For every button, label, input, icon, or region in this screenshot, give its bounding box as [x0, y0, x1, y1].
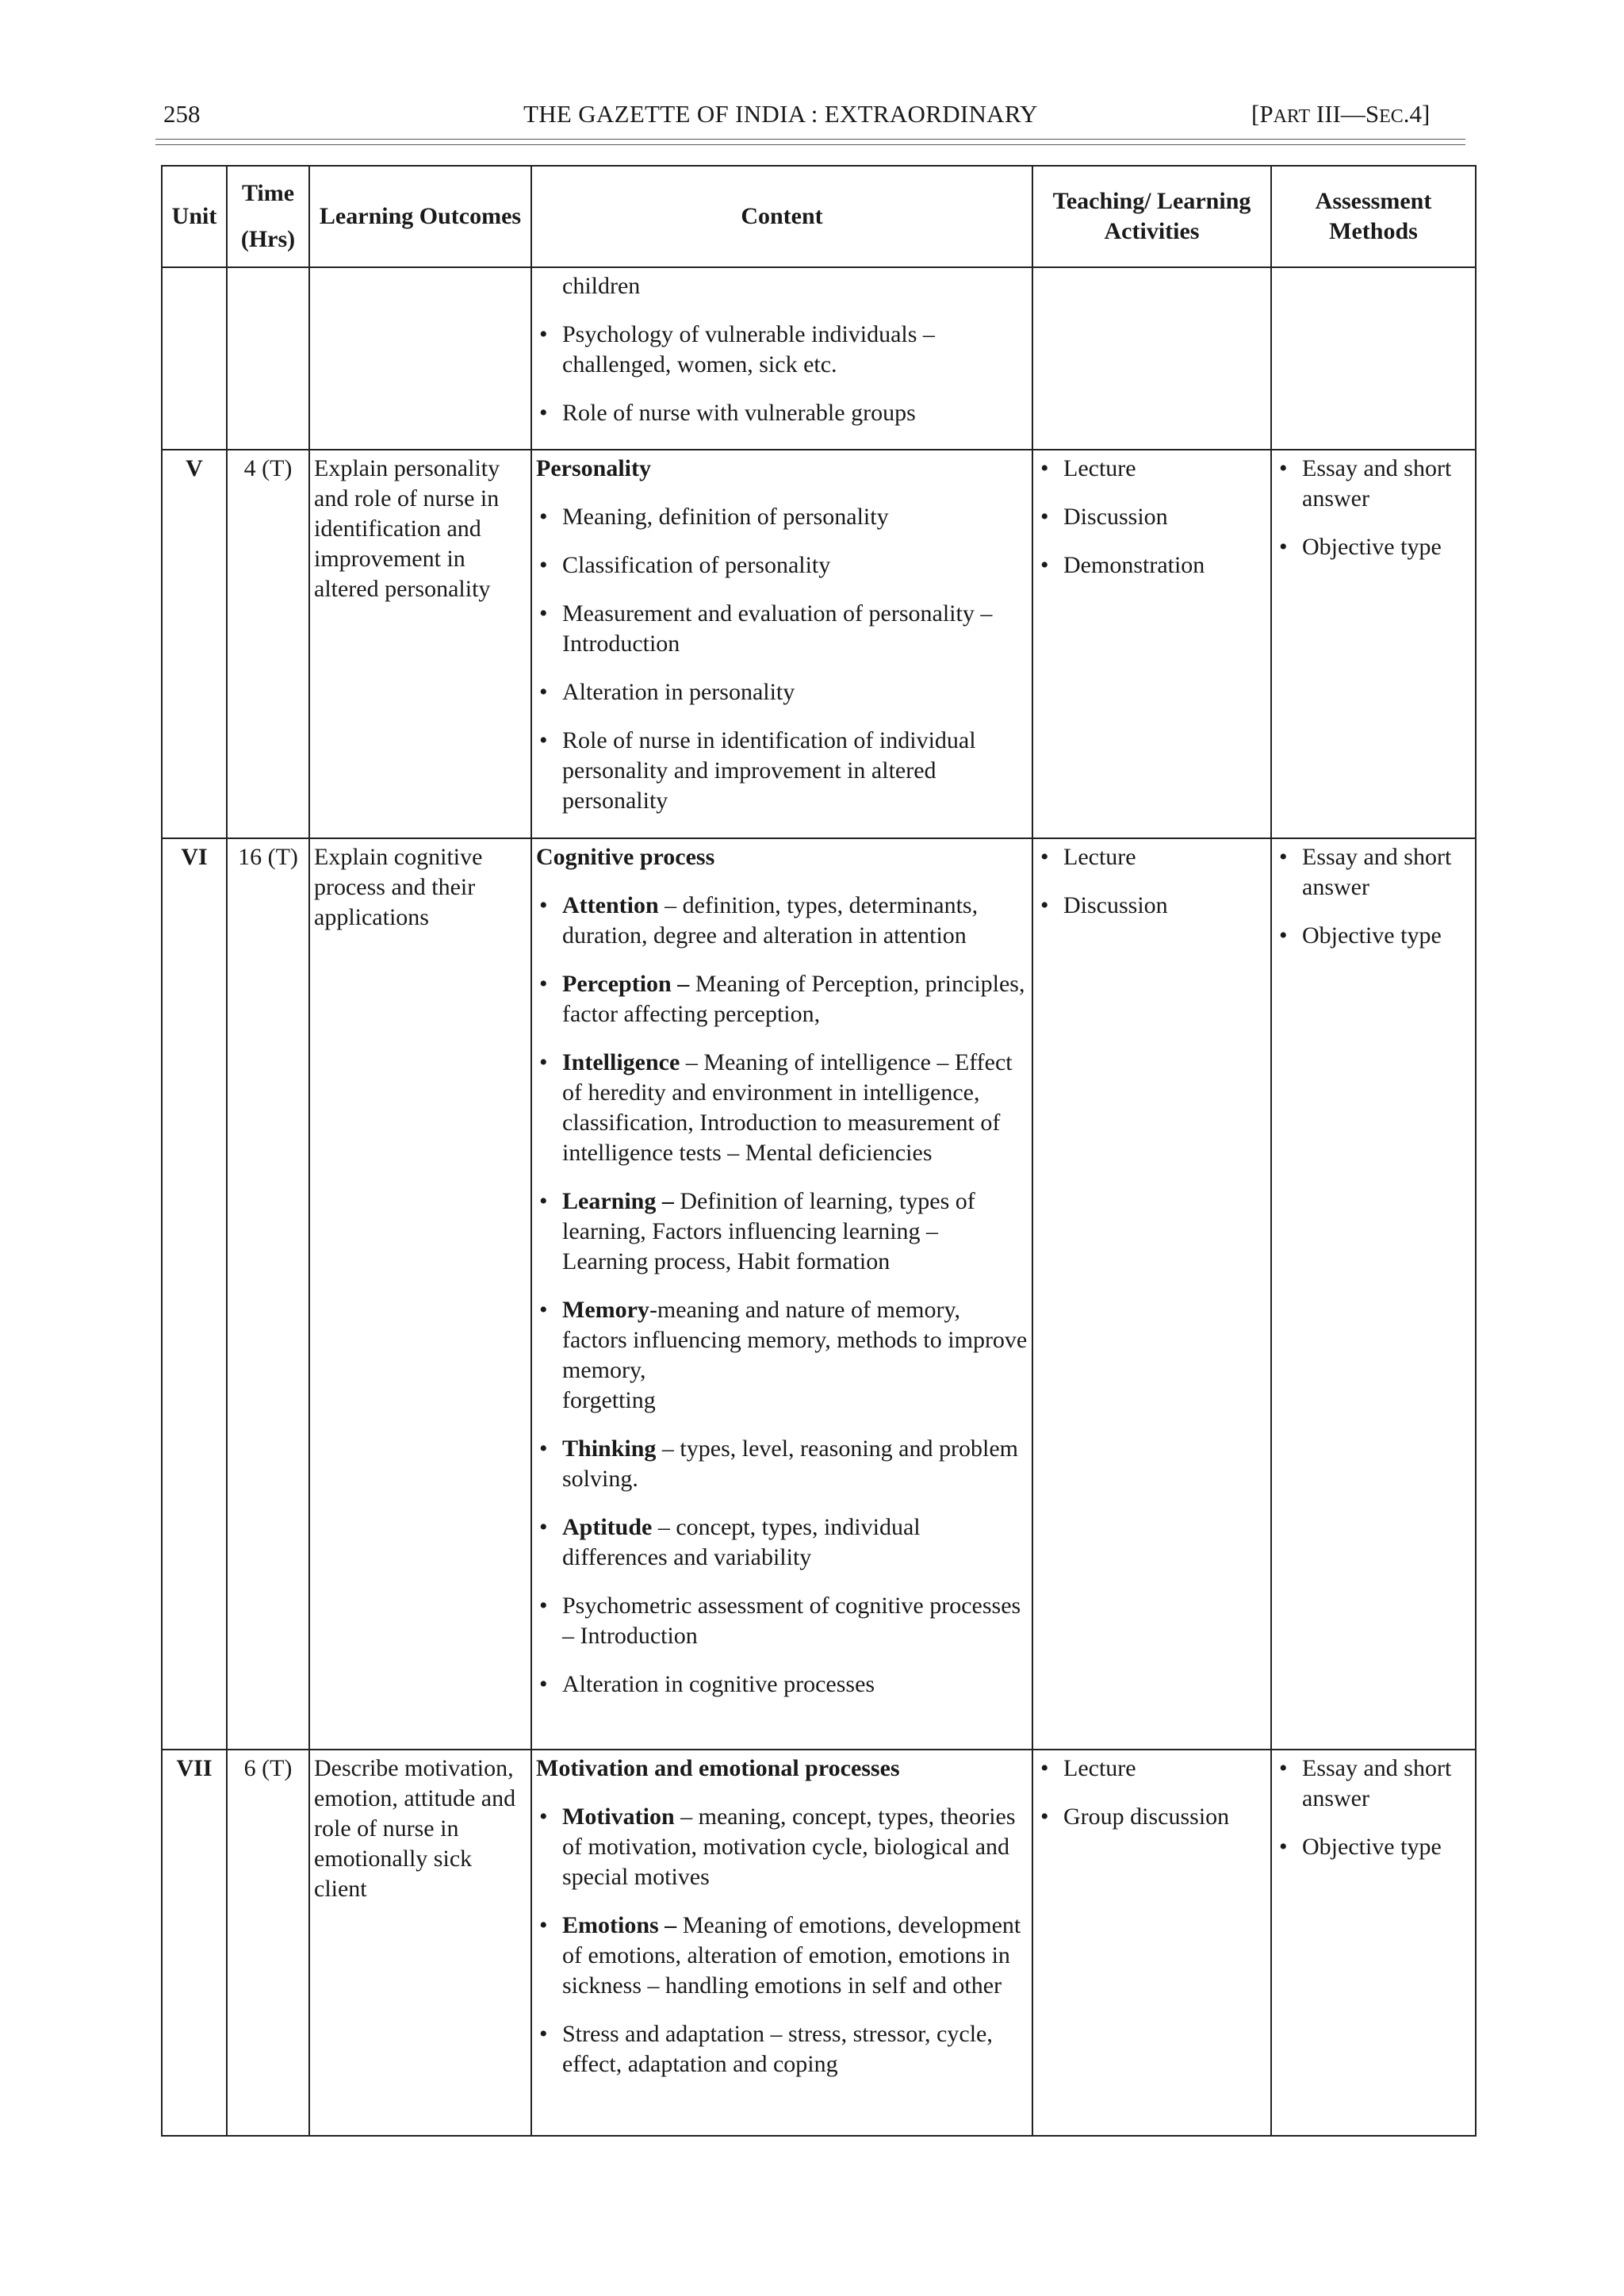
list-item	[536, 599, 1028, 659]
unit-cell: VII	[162, 1750, 227, 2136]
content-list	[536, 1802, 1028, 2079]
activities-list	[1037, 1754, 1266, 1832]
activities-cell	[1032, 838, 1271, 1750]
header-rule-bottom	[155, 144, 1465, 145]
gazette-title: THE GAZETTE OF INDIA : EXTRAORDINARY	[523, 100, 1038, 128]
part-close: .4]	[1403, 100, 1431, 128]
list-item	[536, 320, 1028, 380]
col-header-unit: Unit	[162, 166, 227, 267]
list-item: • Lecture	[1037, 1754, 1266, 1784]
assessment-list	[1276, 1754, 1471, 1862]
content-heading: Motivation and emotional processes	[536, 1755, 900, 1781]
list-item	[536, 969, 1028, 1029]
content-cell	[531, 450, 1032, 838]
page-number: 258	[163, 100, 201, 128]
list-item	[536, 726, 1028, 816]
assessment-list	[1276, 454, 1471, 562]
header-rule-top	[155, 139, 1465, 140]
activities-list	[1037, 454, 1266, 581]
item-text: Meaning of Perception, principles, factor affecting perception,	[562, 971, 1025, 1027]
item-text: Measurement and evaluation of personality – Introduction	[562, 600, 993, 657]
part-mid: III—S	[1310, 100, 1380, 128]
col-header-time-line2: (Hrs)	[240, 226, 296, 252]
item-text: – concept, types, individual differences and variability	[562, 1514, 921, 1570]
list-item	[536, 677, 1028, 707]
col-header-time-line1: Time	[241, 180, 295, 206]
outcome-cell: Explain cognitive process and their applications	[309, 838, 531, 1750]
activities-cell	[1032, 450, 1271, 838]
outcome-cell: Describe motivation, emotion, attitude and role of nurse in emotionally sick client	[309, 1750, 531, 2136]
part-open: [P	[1251, 100, 1274, 128]
item-term: Thinking	[562, 1435, 657, 1462]
unit-cell: VI	[162, 838, 227, 1750]
item-text: Psychometric assessment of cognitive processes – Introduction	[562, 1593, 1021, 1649]
list-item	[536, 1048, 1028, 1168]
list-item: • Discussion	[1037, 891, 1266, 921]
item-text: Meaning, definition of personality	[562, 504, 889, 530]
continuation-text: children	[562, 273, 641, 299]
list-item: • Essay and short answer	[1276, 1754, 1471, 1814]
item-text: -meaning and nature of memory, factors influencing memory, methods to improve memory, forgetting	[562, 1297, 1028, 1413]
item-text: – Meaning of intelligence – Effect of heredity and environment in intelligence, classification, Introduction to measurement of intelligence tests – Mental deficiencies	[562, 1049, 1013, 1166]
item-text: Meaning of emotions, development of emotions, alteration of emotion, emotions in sickness – handling emotions in self and other	[562, 1912, 1021, 1999]
item-term: Memory	[562, 1297, 649, 1323]
list-item: • Discussion	[1037, 502, 1266, 532]
time-cell: 4 (T)	[227, 450, 309, 838]
activities-list	[1037, 842, 1266, 921]
item-text: Definition of learning, types of learning, Factors influencing learning – Learning process, Habit formation	[562, 1188, 975, 1274]
col-header-learning-outcomes: Learning Outcomes	[309, 166, 531, 267]
item-text: Alteration in personality	[562, 679, 795, 705]
list-item	[536, 550, 1028, 581]
item-term: Motivation	[562, 1803, 675, 1830]
list-item	[536, 1669, 1028, 1700]
list-item	[536, 891, 1028, 951]
list-item: • Essay and short answer	[1276, 454, 1471, 514]
item-text: – types, level, reasoning and problem solving.	[562, 1435, 1018, 1492]
content-heading: Cognitive process	[536, 844, 715, 870]
time-cell: 16 (T)	[227, 838, 309, 1750]
list-item: • Lecture	[1037, 454, 1266, 484]
list-item	[536, 1802, 1028, 1892]
list-item: • Lecture	[1037, 842, 1266, 872]
assessment-list	[1276, 842, 1471, 951]
list-item	[536, 1186, 1028, 1277]
content-list	[536, 891, 1028, 1700]
list-item	[536, 398, 1028, 428]
item-text: Alteration in cognitive processes	[562, 1671, 875, 1697]
table-row-unit-vii	[162, 1750, 1476, 2136]
content-list	[536, 502, 1028, 816]
content-cell	[531, 838, 1032, 1750]
col-header-teaching-activities: Teaching/ Learning Activities	[1032, 166, 1271, 267]
item-text: Classification of personality	[562, 552, 831, 578]
item-term: Perception –	[562, 971, 690, 997]
item-term: Intelligence	[562, 1049, 680, 1075]
content-cell	[531, 267, 1032, 450]
list-item	[536, 1434, 1028, 1494]
table-header-row	[162, 166, 1476, 267]
table-row-unit-v	[162, 450, 1476, 838]
content-cell	[531, 1750, 1032, 2136]
unit-cell: V	[162, 450, 227, 838]
list-item: • Essay and short answer	[1276, 842, 1471, 903]
part-section-label	[1251, 98, 1430, 132]
table-row-unit-vi	[162, 838, 1476, 1750]
list-item	[536, 2019, 1028, 2079]
activities-cell	[1032, 1750, 1271, 2136]
list-item	[536, 1591, 1028, 1651]
time-cell: 6 (T)	[227, 1750, 309, 2136]
list-item: • Group discussion	[1037, 1802, 1266, 1832]
item-term: Learning –	[562, 1188, 674, 1214]
content-list	[536, 320, 1028, 428]
assessment-cell	[1271, 450, 1476, 838]
list-item	[536, 502, 1028, 532]
list-item	[536, 1512, 1028, 1573]
list-item: • Objective type	[1276, 532, 1471, 562]
col-header-content: Content	[531, 166, 1032, 267]
list-item	[536, 1295, 1028, 1416]
col-header-assessment-methods: Assessment Methods	[1271, 166, 1476, 267]
col-header-time	[227, 166, 309, 267]
list-item: • Demonstration	[1037, 550, 1266, 581]
list-item	[536, 1911, 1028, 2001]
item-text: – meaning, concept, types, theories of motivation, motivation cycle, biological and special motives	[562, 1803, 1016, 1890]
item-text: – definition, types, determinants, duration, degree and alteration in attention	[562, 892, 979, 949]
assessment-cell	[1271, 838, 1476, 1750]
item-term: Emotions –	[562, 1912, 677, 1938]
item-text: Role of nurse with vulnerable groups	[562, 400, 916, 426]
item-text: Role of nurse in identification of individual personality and improvement in altered personality	[562, 727, 976, 814]
curriculum-table	[161, 165, 1477, 2137]
outcome-cell: Explain personality and role of nurse in identification and improvement in altered personality	[309, 450, 531, 838]
list-item: • Objective type	[1276, 921, 1471, 951]
content-heading: Personality	[536, 455, 651, 481]
item-text: Stress and adaptation – stress, stressor, cycle, effect, adaptation and coping	[562, 2021, 993, 2077]
assessment-cell	[1271, 1750, 1476, 2136]
part-smallcaps-2: EC	[1379, 106, 1404, 127]
item-term: Aptitude	[562, 1514, 653, 1540]
list-item: • Objective type	[1276, 1832, 1471, 1862]
item-text: Psychology of vulnerable individuals – challenged, women, sick etc.	[562, 321, 935, 378]
item-term: Attention	[562, 892, 659, 918]
part-smallcaps-1: ART	[1273, 106, 1311, 127]
table-row-continuation	[162, 267, 1476, 450]
